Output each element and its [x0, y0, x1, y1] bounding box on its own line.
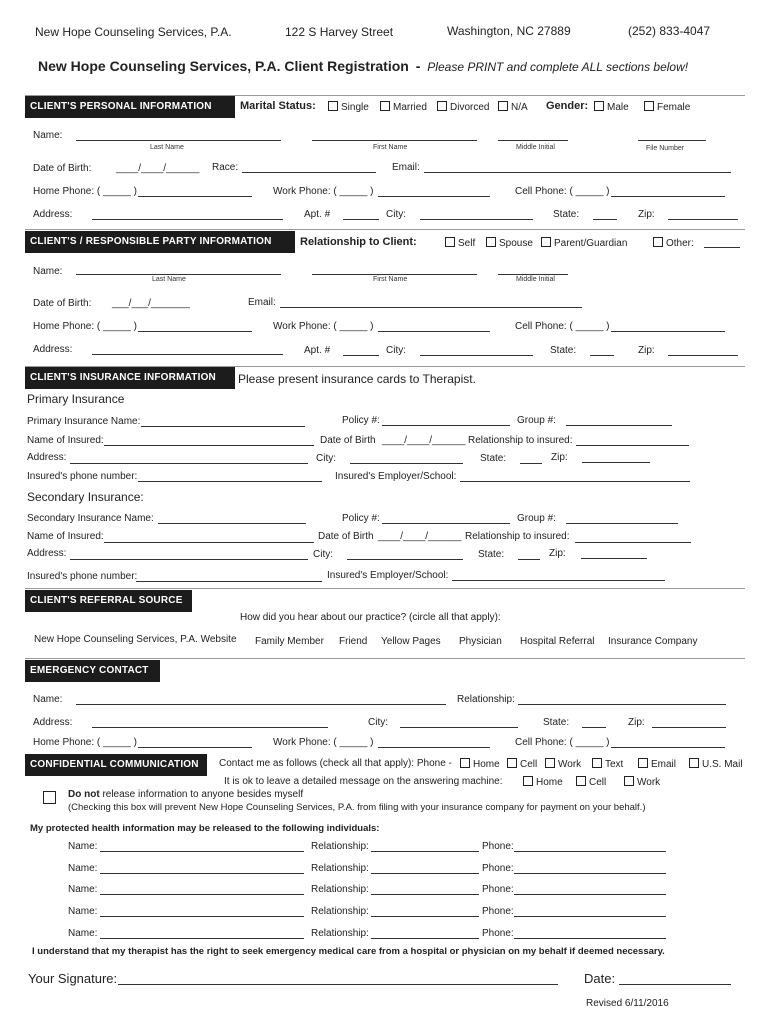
rp-work-phone-field[interactable] — [378, 321, 490, 332]
email-field[interactable] — [424, 162, 731, 173]
first-name-field[interactable] — [312, 130, 477, 141]
section-insurance: CLIENT'S INSURANCE INFORMATION — [25, 367, 235, 389]
ec-home-phone-label: Home Phone: ( _____ ) — [33, 737, 137, 748]
marital-single[interactable] — [328, 101, 369, 113]
ec-zip-label: Zip: — [628, 717, 645, 728]
rp-work-phone-label: Work Phone: ( _____ ) — [273, 321, 374, 332]
rp-city-field[interactable] — [420, 345, 533, 356]
checkbox[interactable] — [541, 237, 551, 247]
ec-rel-label: Relationship: — [457, 694, 515, 705]
ec-address-label: Address: — [33, 717, 73, 728]
release-phone-field[interactable] — [514, 841, 666, 852]
address-label: Address: — [33, 209, 73, 220]
insured-state-field[interactable] — [520, 453, 542, 464]
insured-dob-label: Date of Birth — [320, 435, 376, 446]
release-phone-label: Phone: — [482, 906, 514, 917]
checkbox[interactable] — [576, 776, 586, 786]
work-phone-label: Work Phone: ( _____ ) — [273, 186, 374, 197]
page-title-text: New Hope Counseling Services, P.A. Client Registration — [38, 58, 409, 74]
date-field[interactable] — [619, 973, 731, 985]
insured-employer-field[interactable] — [460, 471, 690, 482]
divider — [25, 658, 745, 659]
do-not-rest: release information to anyone besides myself — [102, 789, 304, 800]
secondary-state-field[interactable] — [518, 549, 540, 560]
marital-divorced[interactable] — [437, 101, 489, 113]
insured-city-label: City: — [316, 453, 336, 464]
zip-label: Zip: — [638, 209, 655, 220]
rp-apt-label: Apt. # — [304, 345, 331, 356]
header-city: Washington, NC 27889 — [447, 24, 571, 38]
primary-name-field[interactable] — [141, 416, 305, 427]
rp-cell-phone-field[interactable] — [611, 321, 725, 332]
message-cell[interactable] — [576, 776, 606, 788]
contact-label: Contact me as follows (check all that apply): Phone - — [219, 758, 452, 769]
header-street: 122 S Harvey Street — [285, 25, 394, 39]
section-emergency: EMERGENCY CONTACT — [25, 660, 160, 682]
home-phone-label: Home Phone: ( _____ ) — [33, 186, 137, 197]
secondary-city-label: City: — [313, 549, 333, 560]
ec-work-phone-label: Work Phone: ( _____ ) — [273, 737, 374, 748]
rp-last-name-caption: Last Name — [152, 276, 186, 283]
checkbox[interactable] — [486, 237, 496, 247]
state-label: State: — [553, 209, 580, 220]
group-field[interactable] — [566, 415, 672, 426]
ec-city-field[interactable] — [400, 717, 518, 728]
rp-home-phone-field[interactable] — [138, 321, 252, 332]
zip-field[interactable] — [668, 209, 738, 220]
ec-state-field[interactable] — [582, 717, 606, 728]
checkbox[interactable] — [498, 101, 508, 111]
secondary-dob-label: Date of Birth — [318, 531, 374, 542]
insured-rel-field[interactable] — [576, 435, 689, 446]
release-name-label: Name: — [68, 863, 98, 874]
release-rel-field[interactable] — [371, 884, 479, 895]
release-phone-field[interactable] — [514, 928, 666, 939]
ec-home-phone-field[interactable] — [138, 737, 252, 748]
secondary-zip-label: Zip: — [549, 548, 566, 559]
apt-label: Apt. # — [304, 209, 331, 220]
ec-work-phone-field[interactable] — [378, 737, 490, 748]
checkbox[interactable] — [638, 758, 648, 768]
release-name-label: Name: — [68, 884, 98, 895]
release-name-label: Name: — [68, 928, 98, 939]
secondary-city-field[interactable] — [347, 549, 463, 560]
insured-zip-field[interactable] — [582, 452, 650, 463]
ec-state-label: State: — [543, 717, 570, 728]
message-work[interactable] — [624, 776, 660, 788]
group-label: Group #: — [517, 415, 556, 426]
rp-name-label: Name: — [33, 266, 63, 277]
ec-cell-phone-field[interactable] — [611, 737, 725, 748]
referral-question: How did you hear about our practice? (circle all that apply): — [240, 612, 501, 623]
rp-first-name-field[interactable] — [312, 264, 477, 275]
release-name-label: Name: — [68, 906, 98, 917]
secondary-rel-field[interactable] — [575, 532, 691, 543]
referral-family[interactable]: Family Member — [255, 636, 324, 647]
secondary-employer-field[interactable] — [452, 570, 665, 581]
option-label: Married — [393, 102, 427, 113]
rp-city-label: City: — [386, 345, 406, 356]
referral-physician[interactable]: Physician — [459, 636, 502, 647]
do-not-release-checkbox[interactable] — [43, 791, 56, 804]
policy-field[interactable] — [382, 415, 510, 426]
release-phone-label: Phone: — [482, 928, 514, 939]
referral-hospital[interactable]: Hospital Referral — [520, 636, 595, 647]
release-rel-field[interactable] — [371, 863, 479, 874]
email-label: Email: — [392, 162, 420, 173]
checkbox[interactable] — [653, 237, 663, 247]
secondary-name-field[interactable] — [158, 513, 306, 524]
page-title-dash: - — [415, 58, 421, 74]
rp-first-name-caption: First Name — [373, 276, 408, 283]
cell-phone-field[interactable] — [611, 186, 725, 197]
insured-phone-field[interactable] — [138, 471, 322, 482]
secondary-address-field[interactable] — [70, 549, 308, 560]
secondary-policy-label: Policy #: — [342, 513, 380, 524]
option-label: Home — [473, 759, 500, 770]
rp-last-name-field[interactable] — [76, 264, 281, 275]
last-name-field[interactable] — [76, 130, 281, 141]
divider — [25, 588, 745, 589]
insured-address-label: Address: — [27, 452, 67, 463]
release-phone-label: Phone: — [482, 884, 514, 895]
secondary-employer-label: Insured's Employer/School: — [327, 570, 449, 581]
rel-spouse[interactable] — [486, 237, 533, 249]
contact-work[interactable] — [545, 758, 581, 770]
work-phone-field[interactable] — [378, 186, 490, 197]
secondary-insured-field[interactable] — [104, 532, 314, 543]
referral-yellow-pages[interactable]: Yellow Pages — [381, 636, 441, 647]
release-name-label: Name: — [68, 841, 98, 852]
option-label: Work — [558, 759, 582, 770]
secondary-state-label: State: — [478, 549, 505, 560]
release-rel-field[interactable] — [371, 906, 479, 917]
release-rel-field[interactable] — [371, 928, 479, 939]
checkbox[interactable] — [545, 758, 555, 768]
ec-address-field[interactable] — [92, 717, 328, 728]
contact-mail[interactable] — [689, 758, 743, 770]
contact-email[interactable] — [638, 758, 676, 770]
middle-initial-field[interactable] — [498, 130, 568, 141]
release-name-field[interactable] — [100, 841, 304, 852]
option-label: N/A — [511, 102, 528, 113]
rp-address-field[interactable] — [92, 344, 283, 355]
do-not-release-note: (Checking this box will prevent New Hope Counseling Services, P.A. from filing with your insurance company for payment on your behalf.) — [68, 802, 646, 813]
option-label: Text — [605, 759, 624, 770]
gender-male[interactable] — [594, 101, 629, 113]
insured-city-field[interactable] — [350, 453, 463, 464]
file-number-field[interactable] — [638, 130, 706, 141]
rp-middle-initial-caption: Middle Initial — [516, 276, 555, 283]
checkbox[interactable] — [644, 101, 654, 111]
insured-name-label: Name of Insured: — [27, 435, 104, 446]
checkbox[interactable] — [460, 758, 470, 768]
release-name-field[interactable] — [100, 863, 304, 874]
policy-label: Policy #: — [342, 415, 380, 426]
option-label: Home — [536, 777, 563, 788]
insured-rel-label: Relationship to insured: — [468, 435, 573, 446]
checkbox[interactable] — [380, 101, 390, 111]
section-confidential: CONFIDENTIAL COMMUNICATION — [25, 754, 207, 776]
signature-field[interactable] — [118, 973, 558, 985]
release-rel-label: Relationship: — [311, 863, 369, 874]
release-phone-label: Phone: — [482, 841, 514, 852]
referral-website[interactable]: New Hope Counseling Services, P.A. Website — [34, 634, 237, 645]
section-referral: CLIENT'S REFERRAL SOURCE — [25, 590, 192, 612]
rp-email-label: Email: — [248, 297, 276, 308]
rp-apt-field[interactable] — [343, 345, 379, 356]
ec-name-label: Name: — [33, 694, 63, 705]
understand-statement: I understand that my therapist has the right to seek emergency medical care from a hospital or physician on my behalf if deemed necessary. — [32, 946, 665, 957]
contact-cell[interactable] — [507, 758, 537, 770]
ec-zip-field[interactable] — [652, 717, 726, 728]
checkbox[interactable] — [445, 237, 455, 247]
release-phone-label: Phone: — [482, 863, 514, 874]
release-rel-field[interactable] — [371, 841, 479, 852]
file-number-caption: File Number — [646, 145, 685, 152]
dob-field[interactable]: ____/____/______ — [116, 163, 200, 174]
state-field[interactable] — [593, 209, 617, 220]
insured-state-label: State: — [480, 453, 507, 464]
insured-phone-label: Insured's phone number: — [27, 471, 138, 482]
race-label: Race: — [212, 162, 239, 173]
option-label: Self — [458, 238, 476, 249]
release-name-field[interactable] — [100, 928, 304, 939]
section-responsible-party: CLIENT'S / RESPONSIBLE PARTY INFORMATION — [25, 231, 295, 253]
secondary-dob-field[interactable]: ____/____/______ — [378, 531, 462, 542]
page-subtitle: Please PRINT and complete ALL sections below! — [427, 60, 689, 74]
checkbox[interactable] — [328, 101, 338, 111]
ec-rel-field[interactable] — [518, 694, 726, 705]
rp-cell-phone-label: Cell Phone: ( _____ ) — [515, 321, 610, 332]
first-name-caption: First Name — [373, 144, 408, 151]
divider — [25, 229, 745, 230]
insurance-note: Please present insurance cards to Therapist. — [238, 372, 476, 386]
rel-other-field[interactable] — [704, 237, 740, 248]
secondary-address-label: Address: — [27, 548, 67, 559]
secondary-group-field[interactable] — [566, 513, 678, 524]
relationship-label: Relationship to Client: — [300, 236, 417, 248]
option-label: Work — [637, 777, 661, 788]
do-not-release-text — [68, 789, 303, 800]
checkbox[interactable] — [523, 776, 533, 786]
dob-label: Date of Birth: — [33, 163, 92, 174]
option-label: Female — [657, 102, 691, 113]
option-label: Male — [607, 102, 629, 113]
city-label: City: — [386, 209, 406, 220]
rp-state-field[interactable] — [590, 345, 614, 356]
secondary-policy-field[interactable] — [382, 513, 510, 524]
marital-na[interactable] — [498, 101, 528, 113]
gender-female[interactable] — [644, 101, 690, 113]
checkbox[interactable] — [594, 101, 604, 111]
rp-zip-label: Zip: — [638, 345, 655, 356]
secondary-group-label: Group #: — [517, 513, 556, 524]
home-phone-field[interactable] — [138, 186, 252, 197]
ec-city-label: City: — [368, 717, 388, 728]
insured-dob-field[interactable]: ____/____/______ — [382, 435, 466, 446]
option-label: Cell — [520, 759, 538, 770]
rp-dob-label: Date of Birth: — [33, 298, 92, 309]
release-name-field[interactable] — [100, 884, 304, 895]
rel-self[interactable] — [445, 237, 475, 249]
primary-insurance-heading: Primary Insurance — [27, 392, 125, 406]
primary-name-label: Primary Insurance Name: — [27, 416, 141, 427]
referral-insurance[interactable]: Insurance Company — [608, 636, 698, 647]
release-phone-field[interactable] — [514, 884, 666, 895]
rp-dob-field[interactable]: ___/___/_______ — [112, 298, 190, 309]
insured-address-field[interactable] — [70, 453, 308, 464]
rp-zip-field[interactable] — [668, 345, 738, 356]
option-label: Spouse — [499, 238, 533, 249]
release-rel-label: Relationship: — [311, 841, 369, 852]
rp-state-label: State: — [550, 345, 577, 356]
option-label: U.S. Mail — [702, 759, 743, 770]
message-home[interactable] — [523, 776, 563, 788]
checkbox[interactable] — [437, 101, 447, 111]
signature-label: Your Signature: — [28, 971, 118, 986]
rel-parent[interactable] — [541, 237, 627, 249]
secondary-insurance-heading: Secondary Insurance: — [27, 490, 144, 504]
address-field[interactable] — [92, 209, 283, 220]
release-name-field[interactable] — [100, 906, 304, 917]
city-field[interactable] — [420, 209, 533, 220]
checkbox[interactable] — [507, 758, 517, 768]
referral-friend[interactable]: Friend — [339, 636, 368, 647]
marital-label: Marital Status: — [240, 100, 316, 112]
race-field[interactable] — [242, 162, 376, 173]
checkbox[interactable] — [689, 758, 699, 768]
secondary-name-label: Secondary Insurance Name: — [27, 513, 154, 524]
gender-label: Gender: — [546, 100, 589, 112]
name-label: Name: — [33, 130, 63, 141]
secondary-zip-field[interactable] — [581, 548, 647, 559]
date-label: Date: — [584, 971, 616, 986]
secondary-phone-label: Insured's phone number: — [27, 571, 138, 582]
section-personal-info: CLIENT'S PERSONAL INFORMATION — [25, 96, 235, 118]
contact-home[interactable] — [460, 758, 500, 770]
insured-name-field[interactable] — [104, 435, 314, 446]
rp-address-label: Address: — [33, 344, 73, 355]
release-rel-label: Relationship: — [311, 928, 369, 939]
secondary-insured-label: Name of Insured: — [27, 531, 104, 542]
marital-married[interactable] — [380, 101, 427, 113]
release-heading: My protected health information may be released to the following individuals: — [30, 823, 380, 834]
page-title — [38, 58, 688, 74]
cell-phone-label: Cell Phone: ( _____ ) — [515, 186, 610, 197]
rel-other[interactable] — [653, 237, 694, 249]
insured-employer-label: Insured's Employer/School: — [335, 471, 457, 482]
rp-email-field[interactable] — [280, 297, 582, 308]
release-rel-label: Relationship: — [311, 906, 369, 917]
release-phone-field[interactable] — [514, 906, 666, 917]
option-label: Other: — [666, 238, 694, 249]
release-phone-field[interactable] — [514, 863, 666, 874]
ec-name-field[interactable] — [76, 694, 446, 705]
header-org: New Hope Counseling Services, P.A. — [35, 25, 232, 39]
middle-initial-caption: Middle Initial — [516, 144, 555, 151]
revised-date: Revised 6/11/2016 — [586, 998, 669, 1009]
secondary-phone-field[interactable] — [136, 571, 322, 582]
do-not-bold: Do not — [68, 789, 100, 800]
contact-text[interactable] — [592, 758, 623, 770]
option-label: Single — [341, 102, 369, 113]
rp-home-phone-label: Home Phone: ( _____ ) — [33, 321, 137, 332]
insured-zip-label: Zip: — [551, 452, 568, 463]
option-label: Parent/Guardian — [554, 238, 628, 249]
header-phone: (252) 833-4047 — [628, 24, 711, 38]
checkbox[interactable] — [624, 776, 634, 786]
option-label: Email — [651, 759, 677, 770]
checkbox[interactable] — [592, 758, 602, 768]
secondary-rel-label: Relationship to insured: — [465, 531, 570, 542]
release-rel-label: Relationship: — [311, 884, 369, 895]
option-label: Divorced — [450, 102, 490, 113]
last-name-caption: Last Name — [150, 144, 184, 151]
apt-field[interactable] — [343, 209, 379, 220]
ec-cell-phone-label: Cell Phone: ( _____ ) — [515, 737, 610, 748]
message-label: It is ok to leave a detailed message on the answering machine: — [224, 776, 503, 787]
option-label: Cell — [589, 777, 607, 788]
rp-middle-initial-field[interactable] — [498, 264, 568, 275]
